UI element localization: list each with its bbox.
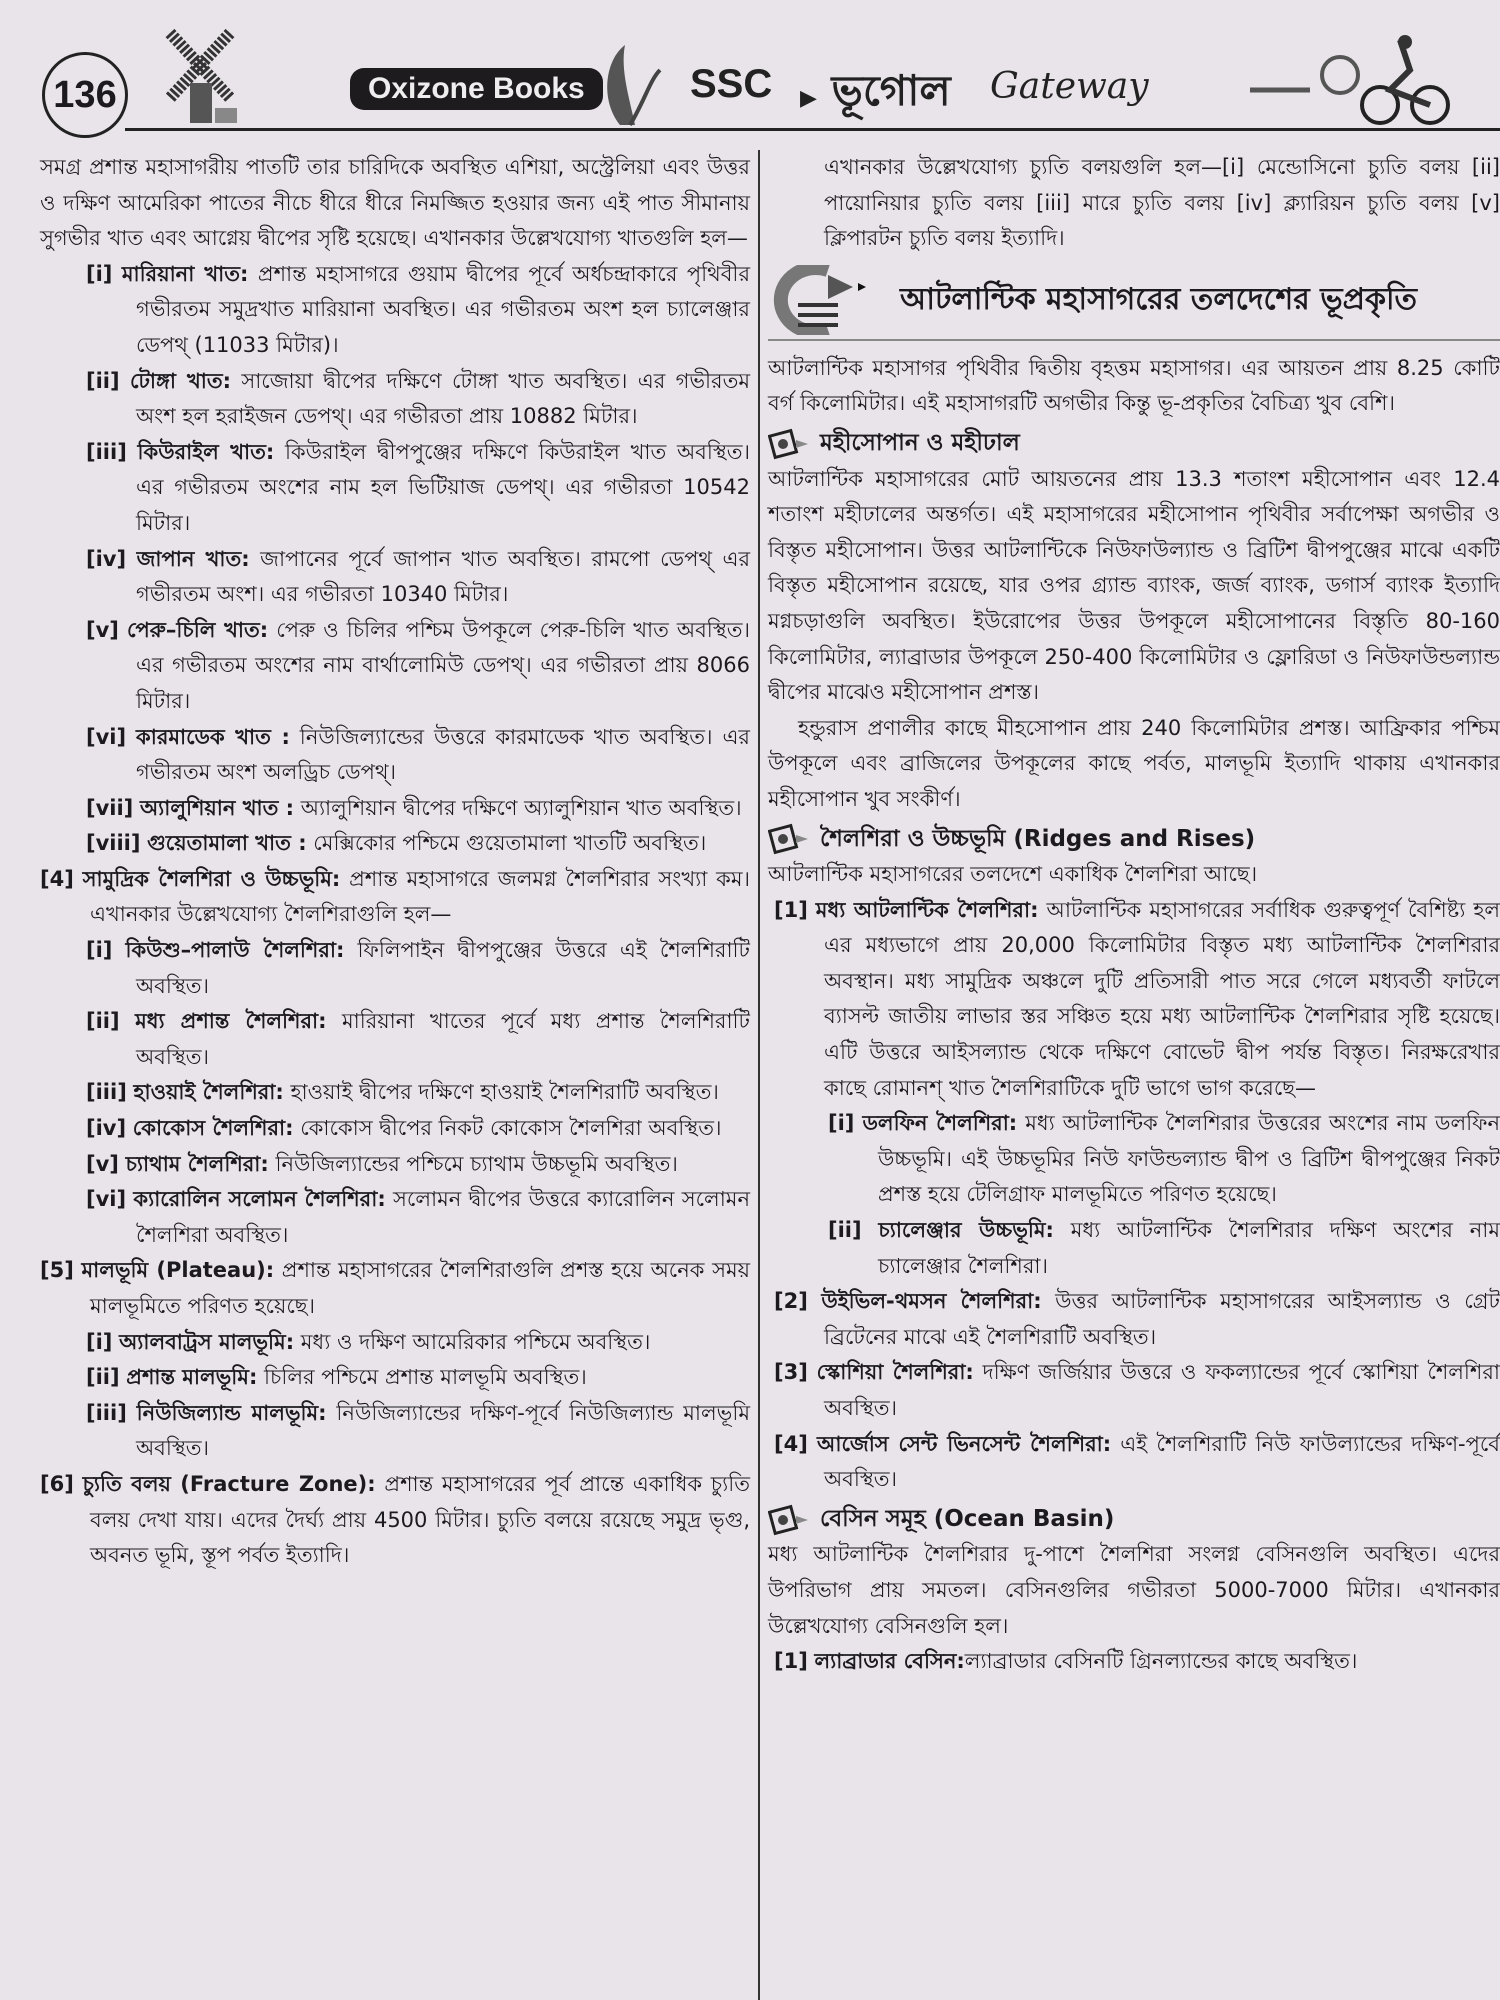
item-term: চ্যাথাম শৈলশিরা: bbox=[125, 1151, 269, 1176]
list-item bbox=[40, 1325, 750, 1361]
item-text: দক্ষিণ জর্জিয়ার উত্তরে ও ফকল্যান্ডের পূর্বে স্কোশিয়া শৈলশিরা অবস্থিত। bbox=[824, 1360, 1500, 1420]
item-term: হাওয়াই শৈলশিরা: bbox=[133, 1080, 284, 1105]
item-number: [iii] bbox=[86, 1400, 127, 1425]
list-item bbox=[40, 613, 750, 720]
windmill-icon bbox=[160, 28, 240, 128]
item-text: আটলান্টিক মহাসাগরের সর্বাধিক গুরুত্বপূর্ণ বৈশিষ্ট্য হল এর মধ্যভাগে প্রায় 20,000 কিলোমিটার বিস্তৃত মধ্য আটলান্টিক শৈলশিরার অবস্থান। মধ্য সামুদ্রিক অঞ্চলে দুটি প্রতিসারী পাত সরে গেলে মধ্যবর্তী ফাটলে ব্যাসল্ট জাতীয় লাভার স্তর সঞ্চিত হয়ে মধ্য আটলান্টিক শৈলশিরার সৃষ্টি হয়েছে। এটি উত্তরে আইসল্যান্ড থেকে দক্ষিণে বোভেট দ্বীপ পর্যন্ত বিস্তৃত। নিরক্ষরেখার কাছে রোমানশ্ খাত শৈলশিরাটিকে দুটি ভাগে ভাগ করেছে— bbox=[824, 897, 1500, 1100]
item-number: [iii] bbox=[86, 1080, 127, 1105]
list-item bbox=[768, 1106, 1500, 1213]
item-text: প্রশান্ত মহাসাগরে জলমগ্ন শৈলশিরার সংখ্যা কম। এখানকার উল্লেখযোগ্য শৈলশিরাগুলি হল— bbox=[90, 866, 750, 927]
item-text: পেরু ও চিলির পশ্চিম উপকূলে পেরু-চিলি খাত অবস্থিত। এর গভীরতম অংশের নাম বার্থালোমিউ ডেপথ্। এর গভীরতা প্রায় 8066 মিটার। bbox=[136, 617, 750, 713]
corn-leaf-icon bbox=[590, 40, 680, 130]
item-term: নিউজিল্যান্ড মালভূমি: bbox=[136, 1400, 327, 1425]
item-term: অ্যালুশিয়ান খাত : bbox=[139, 795, 295, 820]
item-term: মারিয়ানা খাত: bbox=[121, 261, 249, 286]
subject-title bbox=[800, 58, 951, 129]
item-text: মারিয়ানা খাতের পূর্বে মধ্য প্রশান্ত শৈলশিরাটি অবস্থিত। bbox=[136, 1009, 750, 1069]
item-number: [v] bbox=[86, 617, 119, 642]
item-term: ডলফিন শৈলশিরা: bbox=[862, 1111, 1018, 1136]
item-number: [ii] bbox=[86, 368, 120, 393]
tagline: Gateway bbox=[990, 66, 1149, 107]
item-number: [ii] bbox=[86, 1009, 120, 1034]
item-term: কিউরাইল খাত: bbox=[137, 439, 275, 464]
list-item bbox=[40, 862, 750, 933]
item-term: সামুদ্রিক শৈলশিরা ও উচ্চভূমি: bbox=[82, 866, 341, 891]
item-text: নিউজিল্যান্ডের পশ্চিমে চ্যাথাম উচ্চভূমি অবস্থিত। bbox=[268, 1151, 678, 1176]
item-term: অ্যালবাট্রস মালভূমি: bbox=[119, 1329, 295, 1354]
list-item bbox=[40, 826, 750, 862]
list-item bbox=[40, 1396, 750, 1467]
item-text: মেক্সিকোর পশ্চিমে গুয়েতামালা খাতটি অবস্থিত। bbox=[306, 831, 707, 856]
item-number: [vi] bbox=[86, 724, 127, 749]
item-text: কিউরাইল দ্বীপপুঞ্জের দক্ষিণে কিউরাইল খাত অবস্থিত। এর গভীরতম অংশের নাম হল ভিটিয়াজ ডেপথ্। এর গভীরতা 10542 মিটার। bbox=[136, 439, 750, 535]
item-text: মধ্য আটলান্টিক শৈলশিরার উত্তরের অংশের নাম ডলফিন উচ্চভূমি। এই উচ্চভূমির নিউ ফাউন্ডল্যান্ড দ্বীপ ও ব্রিটিশ দ্বীপপুঞ্জের নিকট প্রশস্ত হয়ে টেলিগ্রাফ মালভূমিতে পরিণত হয়েছে। bbox=[878, 1111, 1500, 1207]
item-number: [i] bbox=[86, 261, 113, 286]
list-item bbox=[40, 257, 750, 364]
item-number: [2] bbox=[774, 1289, 808, 1314]
publisher-logo: Oxizone Books bbox=[350, 68, 603, 110]
item-term: ক্যারোলিন সলোমন শৈলশিরা: bbox=[133, 1187, 386, 1212]
item-number: [4] bbox=[40, 866, 74, 891]
list-item bbox=[40, 1147, 750, 1183]
item-number: [vii] bbox=[86, 795, 134, 820]
item-text: নিউজিল্যান্ডের উত্তরে কারমাডেক খাত অবস্থিত। এর গভীরতম অংশ অলড্রিচ ডেপথ্। bbox=[136, 724, 750, 785]
paragraph: আটলান্টিক মহাসাগরের তলদেশে একাধিক শৈলশিরা আছে। bbox=[768, 862, 1258, 887]
item-text: অ্যালুশিয়ান দ্বীপের দক্ষিণে অ্যালুশিয়ান খাত অবস্থিত। bbox=[294, 795, 742, 820]
list-item bbox=[768, 1284, 1500, 1355]
target-bullet-icon bbox=[768, 428, 812, 460]
list-item bbox=[768, 150, 1500, 257]
item-number: [iv] bbox=[86, 546, 127, 571]
item-term: প্রশান্ত মালভূমি: bbox=[126, 1365, 258, 1390]
cyclist-icon bbox=[1250, 30, 1450, 130]
section-heading bbox=[768, 265, 1500, 341]
item-number: [i] bbox=[86, 1329, 113, 1354]
item-text: চিলির পশ্চিমে প্রশান্ত মালভূমি অবস্থিত। bbox=[257, 1365, 587, 1390]
item-number: [5] bbox=[40, 1258, 74, 1283]
item-number: [vi] bbox=[86, 1187, 127, 1212]
item-text: সলোমন দ্বীপের উত্তরে ক্যারোলিন সলোমন শৈলশিরা অবস্থিত। bbox=[136, 1187, 750, 1247]
item-text: কোকোস দ্বীপের নিকট কোকোস শৈলশিরা অবস্থিত। bbox=[293, 1116, 722, 1141]
list-item bbox=[40, 542, 750, 613]
list-item bbox=[40, 1111, 750, 1147]
paragraph: আটলান্টিক মহাসাগর পৃথিবীর দ্বিতীয় বৃহত্তম মহাসাগর। এর আয়তন প্রায় 8.25 কোটি বর্গ কিলোমিটার। এই মহাসাগরটি অগভীর কিন্তু ভূ-প্রকৃতির বৈচিত্র্য খুব বেশি। bbox=[768, 355, 1500, 416]
left-column bbox=[40, 150, 750, 1574]
list-item bbox=[768, 1644, 1500, 1680]
item-number: [4] bbox=[774, 1431, 808, 1456]
subsection-heading-text: মহীসোপান ও মহীঢাল bbox=[820, 429, 1020, 456]
item-text: নিউজিল্যান্ডের দক্ষিণ-পূর্বে নিউজিল্যান্ড মালভূমি অবস্থিত। bbox=[136, 1400, 750, 1461]
item-term: পেরু–চিলি খাত: bbox=[127, 617, 269, 642]
item-text: ল্যাব্রাডার বেসিনটি গ্রিনল্যান্ডের কাছে অবস্থিত। bbox=[964, 1649, 1358, 1674]
item-term: স্কোশিয়া শৈলশিরা: bbox=[816, 1360, 974, 1385]
item-text: প্রশান্ত মহাসাগরের পূর্ব প্রান্তে একাধিক চ্যুতি বলয় দেখা যায়। এদের দৈর্ঘ্য প্রায় 4500 মিটার। চ্যুতি বলয়ে রয়েছে সমুদ্র ভৃগু, অবনত ভূমি, স্তূপ পর্বত ইত্যাদি। bbox=[90, 1471, 750, 1568]
subject-name: ভূগোল bbox=[831, 66, 951, 115]
page-header bbox=[0, 0, 1500, 135]
page-number: 136 bbox=[42, 52, 128, 138]
item-number: [viii] bbox=[86, 831, 141, 856]
column-divider bbox=[758, 150, 760, 2000]
item-term: মধ্য আটলান্টিক শৈলশিরা: bbox=[815, 897, 1039, 922]
subsection-heading bbox=[768, 1502, 1500, 1538]
list-item bbox=[40, 435, 750, 542]
item-text: মধ্য আটলান্টিক শৈলশিরার দক্ষিণ অংশের নাম চ্যালেঞ্জার শৈলশিরা। bbox=[878, 1218, 1500, 1278]
item-term: জাপান খাত: bbox=[136, 546, 250, 571]
item-term: কারমাডেক খাত : bbox=[136, 724, 290, 749]
item-term: মধ্য প্রশান্ত শৈলশিরা: bbox=[135, 1009, 327, 1034]
right-column bbox=[768, 150, 1500, 1680]
list-item bbox=[40, 933, 750, 1004]
item-text: প্রশান্ত মহাসাগরে গুয়াম দ্বীপের পূর্বে অর্ধচন্দ্রাকারে পৃথিবীর গভীরতম সমুদ্রখাত মারিয়ানা অবস্থিত। এর গভীরতম অংশ হল চ্যালেঞ্জার ডেপথ্ (11033 মিটার)। bbox=[136, 261, 750, 357]
list-item bbox=[40, 720, 750, 791]
subsection-heading-text: বেসিন সমূহ (Ocean Basin) bbox=[820, 1505, 1115, 1532]
item-term: মালভূমি (Plateau): bbox=[81, 1258, 275, 1283]
item-text: জাপানের পূর্বে জাপান খাত অবস্থিত। রামপো ডেপথ্ এর গভীরতম অংশ। এর গভীরতা 10340 মিটার। bbox=[136, 546, 750, 607]
item-text: প্রশান্ত মহাসাগরের শৈলশিরাগুলি প্রশস্ত হয়ে অনেক সময় মালভূমিতে পরিণত হয়েছে। bbox=[90, 1258, 750, 1318]
item-term: গুয়েতামালা খাত : bbox=[147, 831, 307, 856]
list-item bbox=[40, 1075, 750, 1111]
item-number: [ii] bbox=[828, 1218, 862, 1243]
list-item bbox=[40, 1253, 750, 1324]
item-term: আর্জোস সেন্ট ভিনসেন্ট শৈলশিরা: bbox=[817, 1431, 1112, 1456]
item-text: হাওয়াই দ্বীপের দক্ষিণে হাওয়াই শৈলশিরাটি অবস্থিত। bbox=[283, 1080, 719, 1105]
item-number: [6] bbox=[40, 1471, 74, 1496]
list-item bbox=[768, 1213, 1500, 1284]
item-term: ল্যাব্রাডার বেসিন: bbox=[814, 1649, 965, 1674]
item-number: [1] bbox=[774, 897, 808, 922]
subsection-heading bbox=[768, 426, 1500, 462]
section-heading-text: আটলান্টিক মহাসাগরের তলদেশের ভূপ্রকৃতি bbox=[900, 281, 1418, 317]
item-text: সাজোয়া দ্বীপের দক্ষিণে টোঙ্গা খাত অবস্থিত। এর গভীরতম অংশ হল হরাইজন ডেপথ্। এর গভীরতা প্রায় 10882 মিটার। bbox=[136, 368, 750, 429]
item-term: কিউশু–পালাউ শৈলশিরা: bbox=[125, 938, 345, 963]
item-term: টোঙ্গা খাত: bbox=[129, 368, 232, 393]
list-item bbox=[40, 1182, 750, 1253]
list-item bbox=[40, 364, 750, 435]
list-item bbox=[40, 1467, 750, 1574]
paragraph: মধ্য আটলান্টিক শৈলশিরার দু-পাশে শৈলশিরা সংলগ্ন বেসিনগুলি অবস্থিত। এদের উপরিভাগ প্রায় সমতল। বেসিনগুলির গভীরতা 5000-7000 মিটার। এখানকার উল্লেখযোগ্য বেসিনগুলি হল। bbox=[768, 1542, 1500, 1638]
list-item bbox=[768, 1427, 1500, 1498]
item-term: চ্যুতি বলয় (Fracture Zone): bbox=[82, 1471, 376, 1496]
item-number: [3] bbox=[774, 1360, 808, 1385]
list-item bbox=[40, 791, 750, 827]
paragraph: সমগ্র প্রশান্ত মহাসাগরীয় পাতটি তার চারিদিকে অবস্থিত এশিয়া, অস্ট্রেলিয়া এবং উত্তর ও দক্ষিণ আমেরিকা পাতের নীচে ধীরে ধীরে নিমজ্জিত হওয়ার জন্য এই পাত সীমানায় সুগভীর খাত এবং আগ্নেয় দ্বীপের সৃষ্টি হয়েছে। এখানকার উল্লেখযোগ্য খাতগুলি হল— bbox=[40, 155, 750, 251]
item-number: [i] bbox=[828, 1111, 855, 1136]
target-bullet-icon bbox=[768, 823, 812, 855]
item-text: এখানকার উল্লেখযোগ্য চ্যুতি বলয়গুলি হল—[i] মেন্ডোসিনো চ্যুতি বলয় [ii] পায়োনিয়ার চ্যুতি বলয় [iii] মারে চ্যুতি বলয় [iv] ক্ল্যারিয়ন চ্যুতি বলয় [v] ক্লিপারটন চ্যুতি বলয় ইত্যাদি। bbox=[824, 155, 1500, 251]
series-label: SSC bbox=[690, 62, 773, 106]
item-number: [iii] bbox=[86, 439, 127, 464]
list-item bbox=[40, 1004, 750, 1075]
item-text: এই শৈলশিরাটি নিউ ফাউল্যান্ডের দক্ষিণ-পূর্বে অবস্থিত। bbox=[824, 1431, 1500, 1492]
paragraph: হন্ডুরাস প্রণালীর কাছে মীহসোপান প্রায় 240 কিলোমিটার প্রশস্ত। আফ্রিকার পশ্চিম উপকূলে এবং ব্রাজিলের উপকূলের কাছে পর্বত, মালভূমি ইত্যাদি থাকায় এখানকার মহীসোপান খুব সংকীর্ণ। bbox=[768, 715, 1500, 811]
item-term: উইভিল-থমসন শৈলশিরা: bbox=[821, 1289, 1042, 1314]
item-term: চ্যালেঞ্জার উচ্চভূমি: bbox=[878, 1218, 1054, 1243]
paragraph: আটলান্টিক মহাসাগরের মোট আয়তনের প্রায় 13.3 শতাংশ মহীসোপান এবং 12.4 শতাংশ মহীঢালের অন্তর্গত। এই মহাসাগরের মহীসোপান পৃথিবীর সর্বাপেক্ষা অগভীর ও বিস্তৃত মহীসোপান। উত্তর আটলান্টিকে নিউফাউল্যান্ড ও ব্রিটিশ দ্বীপপুঞ্জের মাঝে একটি বিস্তৃত মহীসোপান রয়েছে, যার ওপর গ্র্যান্ড ব্যাংক, জর্জ ব্যাংক, ডগার্স ব্যাংক ইত্যাদি মগ্নচড়াগুলি অবস্থিত। ইউরোপের উত্তর উপকূলে মহীসোপানের বিস্তৃতি 80-160 কিলোমিটার, ল্যাব্রাডার উপকূলে 250-400 কিলোমিটার ও ফ্লোরিডা ও নিউফাউন্ডল্যান্ড দ্বীপের মাঝেও মহীসোপান প্রশস্ত। bbox=[768, 466, 1500, 705]
target-bullet-icon bbox=[768, 1504, 812, 1536]
item-number: [ii] bbox=[86, 1365, 120, 1390]
subsection-heading-text: শৈলশিরা ও উচ্চভূমি (Ridges and Rises) bbox=[820, 825, 1256, 852]
item-text: মধ্য ও দক্ষিণ আমেরিকার পশ্চিমে অবস্থিত। bbox=[294, 1329, 651, 1354]
item-number: [i] bbox=[86, 938, 113, 963]
item-text: ফিলিপাইন দ্বীপপুঞ্জের উত্তরে এই শৈলশিরাটি অবস্থিত। bbox=[136, 938, 750, 998]
pencil-book-icon bbox=[768, 265, 888, 335]
item-number: [iv] bbox=[86, 1116, 127, 1141]
list-item bbox=[40, 1360, 750, 1396]
header-rule bbox=[125, 128, 1500, 131]
list-item bbox=[768, 1355, 1500, 1426]
item-text: উত্তর আটলান্টিক মহাসাগরের আইসল্যান্ড ও গ্রেট ব্রিটেনের মাঝে এই শৈলশিরাটি অবস্থিত। bbox=[824, 1289, 1500, 1349]
subsection-heading bbox=[768, 822, 1500, 858]
item-number: [v] bbox=[86, 1151, 119, 1176]
item-term: কোকোস শৈলশিরা: bbox=[132, 1116, 294, 1141]
play-arrow-icon: ▶ bbox=[800, 86, 817, 111]
item-number: [1] bbox=[774, 1649, 808, 1674]
list-item bbox=[768, 893, 1500, 1107]
